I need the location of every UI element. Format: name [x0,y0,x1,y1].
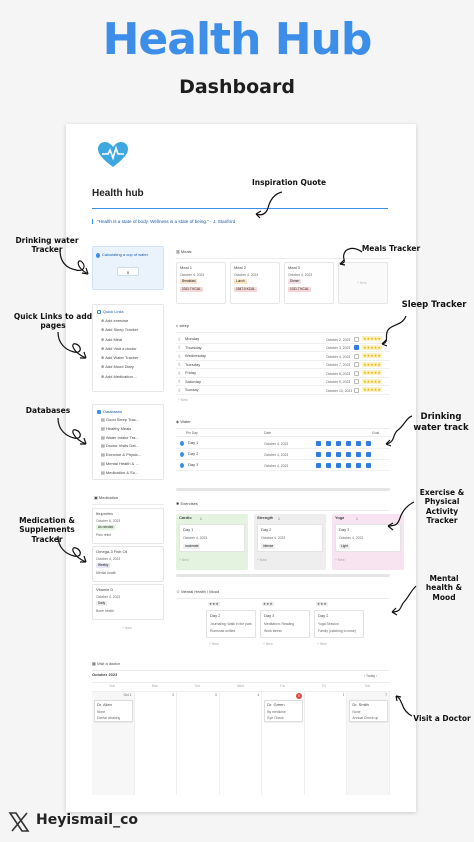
weekday-label: Fri [322,684,327,688]
quote-block [92,219,332,224]
water-drop-icon [180,441,184,446]
doctor-line: None [97,710,106,714]
calendar-month: October 2023 [92,673,118,677]
hero-subtitle: Dashboard [179,76,295,98]
water-checkbox[interactable] [356,463,361,468]
mood-board [176,602,390,652]
day-number: 2 [172,693,175,697]
mood-note: Yoga Session [318,622,339,626]
medication-card[interactable] [92,546,164,582]
sleep-day: Thursday [185,345,202,350]
medication-note: Mental health [96,571,117,575]
x-logo-icon [8,812,30,832]
weekday-label: Sat [364,684,370,688]
mood-column [260,602,310,652]
database-link[interactable]: ▤ Healthy Meals [101,426,132,431]
annotation-databases: Databases [25,406,71,415]
medication-date: October 4, 2023 [96,595,121,599]
water-date: October 4, 2023 [264,441,289,446]
databases-list [101,418,163,480]
exercise-new-button[interactable]: + New [335,558,345,562]
water-checkbox[interactable] [336,463,341,468]
databases-box [92,404,164,480]
water-checkbox[interactable] [326,441,331,446]
sleep-date: October 4, 2023 [326,354,351,359]
exercise-count: 1 [278,517,280,521]
medication-date: October 4, 2023 [96,557,121,561]
annotation-quicklinks: Quick Links to add pages [13,312,93,331]
exercise-count: 1 [356,517,358,521]
exercise-group-name: Yoga [335,516,345,520]
arrow-databases [52,416,92,450]
calendar-day[interactable] [135,691,178,795]
sleep-date: October 10, 2023 [326,388,353,393]
meal-name: Meal 2 [234,266,247,270]
doctor-event-card[interactable] [264,700,303,722]
quick-link-item[interactable]: ⊕ Add Visit a doctor [101,346,137,351]
meal-date: October 4, 2023 [234,273,259,277]
arrow-water [56,248,96,280]
sleep-checkbox[interactable] [354,337,359,342]
exercise-new-button[interactable]: + New [257,558,267,562]
exercise-card-title: Day 2 [261,528,272,532]
sleep-checkbox[interactable] [354,345,359,350]
mood-card[interactable] [206,610,256,638]
exercise-group-name: Strength [257,516,274,520]
moon-icon: ☾ [178,387,183,393]
sleep-date: October 3, 2023 [326,346,351,350]
mood-rating: ★★★ [263,602,273,606]
meal-kcal: 1011.7 KCAL [182,287,201,291]
mood-note: Work stress [264,629,282,633]
water-checkbox[interactable] [326,463,331,468]
sleep-day: Tuesday [185,362,201,367]
calendar-day[interactable] [305,691,348,795]
sleep-rating: ★★★★★ [363,361,381,367]
exercise-date: October 4, 2023 [261,536,286,540]
day-number: Oct 1 [123,693,132,697]
meal-card[interactable] [230,262,280,304]
doctor-line: Annual Check up [352,716,379,720]
database-link[interactable]: ▤ Water Intake Tra... [101,435,139,440]
meal-name: Meal 1 [180,266,193,270]
sleep-checkbox[interactable] [354,371,359,376]
exercise-group-name: Cardio [179,516,192,520]
divider [176,428,390,429]
sleep-new-button[interactable]: + New [178,398,188,402]
water-date: October 4, 2023 [264,452,289,457]
mood-new-button[interactable]: + New [317,642,327,646]
calendar-today-button[interactable]: ‹ Today › [364,674,378,678]
scrollbar[interactable] [176,488,390,491]
moon-icon: ☾ [178,379,183,384]
water-table-header [176,430,390,437]
water-checkbox[interactable] [316,463,321,468]
sleep-day: Monday [185,337,200,341]
database-icon [97,410,101,414]
meal-name: Meal 3 [288,266,301,270]
quote-text: "Health is a state of body. Wellness is a state of being." - J. Stanford [97,219,236,224]
col-header: Goal [372,431,380,435]
sleep-checkbox[interactable] [354,379,359,384]
calendar-day[interactable] [177,691,220,795]
weekday-label: Thu [279,684,286,688]
scrollbar[interactable] [176,574,390,577]
mood-title: ☺ Mental Health / Mood [176,590,220,594]
sleep-date: October 7, 2023 [326,363,351,367]
medication-card[interactable] [92,584,164,620]
sleep-rating: ★★★★★ [363,378,381,384]
exercise-column [254,514,326,570]
sleep-rating: ★★★★★ [363,370,381,375]
doctor-name: Dr. Smith [352,703,369,707]
heart-pulse-icon [98,142,128,168]
water-row[interactable] [176,460,390,471]
mood-card[interactable] [314,610,364,638]
water-checkbox[interactable] [336,452,341,457]
medication-tag: Daily [98,601,106,605]
water-widget-title: Calculating a cup of water [102,253,149,257]
moon-icon: ☾ [178,336,183,342]
mood-note: Journaling: Walk in the park [210,622,252,626]
meal-tag: Breakfast [182,279,196,283]
calendar-week [92,691,390,795]
day-number: 3 [214,693,217,697]
medication-name: Vitamin D [96,588,114,592]
annotation-sleep: Sleep Tracker [401,300,467,310]
sleep-title: ◐ sleep [176,324,190,328]
divider [176,510,390,511]
medication-tag: Weekly [98,563,109,567]
medication-name: Omega-3 Fish Oil [96,550,128,554]
annotation-mental: Mental health & Mood [425,574,463,602]
divider [176,332,390,333]
day-number: 7 [385,693,387,697]
doctor-name: Dr. Green [267,703,285,707]
water-checkbox[interactable] [346,463,351,468]
annotation-doctor: Visit a Doctor [413,714,471,723]
mood-note: Rumsnak unified [210,629,236,633]
water-day: Day 1 [188,441,199,445]
annotation-medication: Medication & Supplements Tracker [19,516,75,544]
mood-note: Family (catching to nose) [318,629,356,633]
water-row[interactable] [176,438,390,449]
doctor-event-card[interactable] [94,700,133,722]
meal-date: October 4, 2023 [288,273,313,277]
exercise-board [176,514,390,570]
arrow-drinking [378,414,418,448]
arrow-exercise [384,500,418,532]
quick-link-item[interactable]: ⊕ Add Meal [101,337,123,342]
mood-new-button[interactable]: + New [263,642,273,646]
sleep-rating: ★★★★★ [363,353,381,358]
sleep-row[interactable] [176,369,390,378]
water-widget[interactable] [92,246,164,290]
medication-date: October 6, 2023 [96,519,121,523]
day-number: 4 [257,693,260,697]
meal-new-button: + New [357,281,367,285]
exercise-new-button[interactable]: + New [179,558,189,562]
water-row[interactable] [176,449,390,460]
mood-new-button[interactable]: + New [209,642,219,646]
sleep-day: Wednesday [185,354,207,358]
sleep-date: October 2, 2023 [326,337,351,342]
water-drop-icon [180,452,184,457]
mood-card-title: Day 2 [210,614,221,618]
medication-tag: As needed [98,525,114,529]
quick-link-item[interactable]: ⊕ Add Medication ... [101,374,138,379]
sleep-day: Saturday [185,379,202,384]
day-number: 6 [342,693,345,697]
sleep-day: Sunday [185,388,199,392]
col-header: Date [264,431,272,435]
database-link[interactable]: ▤ Good Sleep Trac... [101,418,140,422]
water-date: October 4, 2023 [264,463,289,468]
weekday-label: Mon [151,684,159,688]
sleep-row[interactable] [176,344,390,353]
quick-link-item[interactable]: ⊕ Add Water Tracker [101,356,139,361]
water-checkbox[interactable] [346,452,351,457]
sleep-rating: ★★★★★ [363,336,381,341]
arrow-sleep [372,314,412,348]
col-header: Pin Day [186,431,198,435]
arrow-meals [336,244,366,266]
doctor-line: Eye Check [267,716,284,720]
sleep-date: October 8, 2023 [326,371,351,376]
arrow-doctor [392,694,416,718]
page-title: Health hub [92,188,144,199]
medication-card[interactable] [92,508,164,544]
brand-handle: Heyismail_co [36,812,139,828]
calendar-grid [92,682,390,794]
exercise-date: October 4, 2023 [183,536,208,540]
arrow-quicklinks [52,330,92,364]
exercise-date: October 4, 2023 [339,536,364,540]
arrow-mental [386,584,420,616]
sleep-rating: ★★★★★ [363,344,381,350]
notion-page-preview [66,124,416,812]
water-title: ◈ Water [176,420,191,424]
exercise-tag: moderate [185,544,199,548]
weekday-label: Tue [194,684,201,688]
moon-icon: ☾ [178,362,183,367]
annotation-drinking: Drinking water track [413,412,469,433]
doctor-name: Dr. Allen [97,703,112,707]
quick-link-item[interactable]: ⊕ Add Sleep Tracker [101,328,139,333]
arrow-medication [52,534,92,568]
mood-card[interactable] [260,610,310,638]
annotation-water: Drinking water Tracker [15,236,79,255]
divider [92,670,390,671]
meal-card[interactable] [284,262,334,304]
medication-name: Ibuprofen [96,512,113,516]
water-drop-icon [96,253,100,258]
doctor-line: Dental cleaning [97,716,121,720]
meal-tag: Dinner [290,279,300,283]
meal-new-card[interactable] [338,262,388,304]
exercise-card-title: Day 3 [339,528,350,532]
quick-links-box [92,304,164,392]
database-link[interactable]: ▤ Medication & Su... [101,470,139,475]
mood-card-title: Day 3 [264,614,275,618]
medication-title: ▣ Medication [94,496,119,500]
doctor-title: ▦ Visit a doctor [92,662,120,666]
moon-icon: ☾ [178,370,183,376]
sleep-row[interactable] [176,386,390,395]
moon-icon: ☾ [178,353,183,359]
sleep-checkbox[interactable] [354,362,359,367]
mood-rating: ★★★ [317,602,327,606]
sleep-table [176,335,390,395]
quick-link-item[interactable]: ⊕ Add Mood Diary [101,365,134,370]
sleep-day: Friday [185,371,197,375]
quick-links-list [101,319,163,384]
water-table [176,438,390,471]
water-checkbox[interactable] [356,441,361,446]
sleep-checkbox[interactable] [354,354,359,359]
exercise-card[interactable] [257,524,323,552]
water-checkbox[interactable] [316,452,321,457]
database-link[interactable]: ▤ Doctor Visits Dat... [101,444,139,449]
sleep-date: October 9, 2023 [326,380,351,384]
exercise-count: 1 [200,517,202,521]
annotation-exercise: Exercise & Physical Activity Tracker [419,488,465,526]
sleep-rating: ★★★★★ [363,387,381,392]
divider [176,598,390,599]
day-number: 5 [296,693,302,699]
moon-icon: ☾ [178,345,183,350]
meal-date: October 4, 2023 [180,273,205,277]
mood-rating: ★★★ [209,602,219,606]
calendar-day[interactable] [220,691,263,795]
water-counter[interactable] [117,267,139,276]
sleep-checkbox[interactable] [354,388,359,393]
mood-card-title: Day 2 [318,614,329,618]
mood-note: Meditation: Reading [264,622,295,626]
weekday-label: Wed [237,684,244,688]
mood-column [314,602,364,652]
water-checkbox[interactable] [336,441,341,446]
exercise-card[interactable] [179,524,245,552]
water-checkbox[interactable] [356,452,361,457]
meal-kcal: 1547.0 KCAL [236,287,255,291]
medication-note: Bone health [96,609,115,613]
water-checkbox[interactable] [316,441,321,446]
database-link[interactable]: ▤ Mental Health & ... [101,461,139,466]
weekday-label: Sun [109,684,116,688]
water-checkbox[interactable] [326,452,331,457]
sleep-row[interactable] [176,378,390,387]
doctor-line: None [352,710,361,714]
water-day: Day 2 [188,452,199,456]
water-checkbox[interactable] [366,441,371,446]
doctor-line: By medicine [267,710,286,714]
water-day: Day 3 [188,463,199,467]
meal-kcal: 1011.7 KCAL [290,287,309,291]
exercises-title: ✱ Exercises [176,502,198,506]
annotation-inspiration: Inspiration Quote [251,178,327,187]
sleep-row[interactable] [176,335,390,344]
water-value: 0 [126,270,130,275]
databases-title: Databases [103,410,123,414]
meals-title: ▥ Meals [176,250,192,254]
medication-new-button[interactable]: + New [122,626,132,630]
sleep-row[interactable] [176,361,390,370]
divider [92,504,164,505]
annotation-meals: Meals Tracker [361,244,421,253]
meal-card[interactable] [176,262,226,304]
database-link[interactable]: ▤ Exercise & Physic... [101,453,142,458]
exercise-tag: Light [341,544,348,548]
mood-column [206,602,256,652]
doctor-event-card[interactable] [349,700,388,722]
water-checkbox[interactable] [366,463,371,468]
title-underline [92,208,388,209]
sleep-row[interactable] [176,352,390,361]
water-checkbox[interactable] [346,441,351,446]
water-drop-icon [180,463,184,468]
exercise-column [176,514,248,570]
exercise-card-title: Day 1 [183,528,194,532]
water-checkbox[interactable] [366,452,371,457]
exercise-tag: intense [263,544,274,548]
quick-links-title: Quick Links [103,310,124,314]
medication-note: Pain relief [96,533,112,537]
hero-title: Health Hub [102,14,372,65]
arrow-inspiration [252,190,292,220]
meal-tag: Lunch [236,279,245,283]
quick-link-item[interactable]: ⊕ Add exercise [101,319,129,323]
